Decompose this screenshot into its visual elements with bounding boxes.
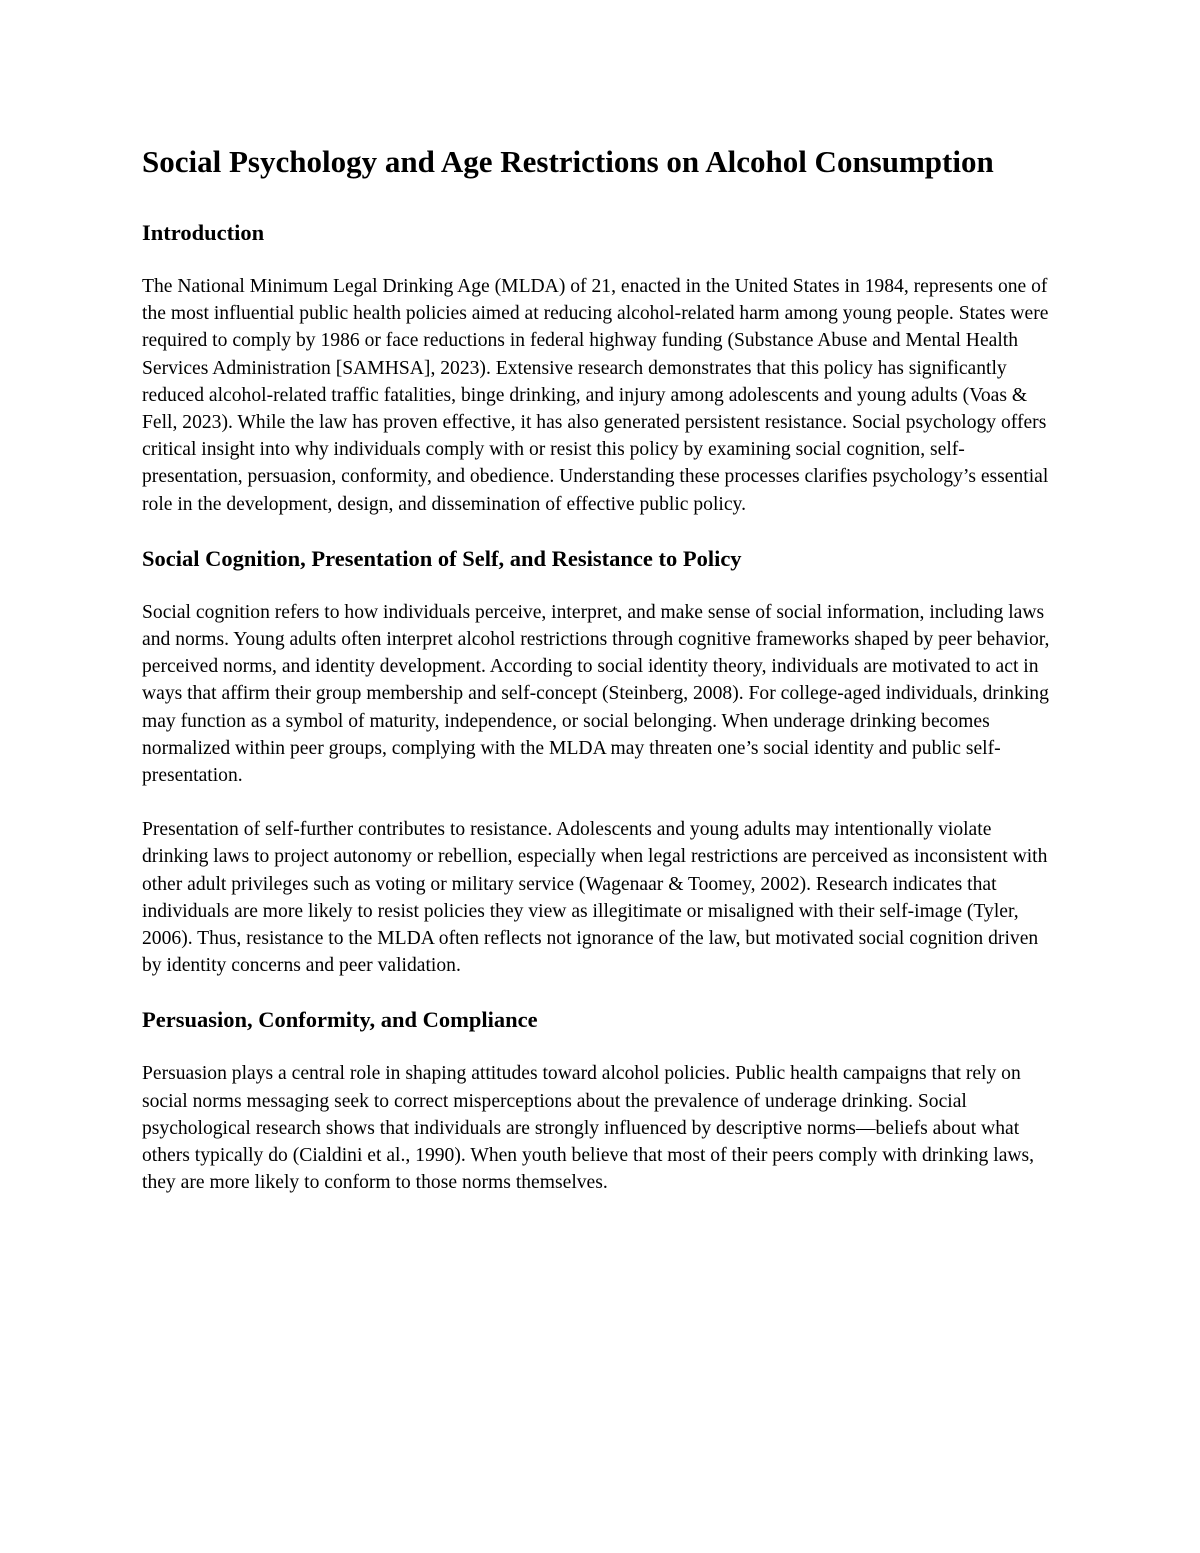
paragraph-social-cognition-2: Presentation of self-further contributes to resistance. Adolescents and young adults may intentionally violate drinking laws to project autonomy or rebellion, especially when legal restrictions are perceived as inconsistent with other adult privileges such as voting or military service (Wagenaar & Toomey, 2002). Research indicates that individuals are more likely to resist policies they view as illegitimate or misaligned with their self-image (Tyler, 2006). Thus, resistance to the MLDA often reflects not ignorance of the law, but motivated social cognition driven by identity concerns and peer validation. <box>142 819 1048 977</box>
section-heading-persuasion: Persuasion, Conformity, and Compliance <box>142 1007 538 1033</box>
document-title: Social Psychology and Age Restrictions on Alcohol Consumption <box>142 144 994 179</box>
section-heading-introduction: Introduction <box>142 220 265 245</box>
document-body <box>142 143 1060 1223</box>
section-heading-social-cognition: Social Cognition, Presentation of Self, and Resistance to Policy <box>142 545 742 571</box>
section-introduction <box>142 219 1060 518</box>
paragraph-social-cognition-1: Social cognition refers to how individuals perceive, interpret, and make sense of social information, including laws and norms. Young adults often interpret alcohol restrictions through cognitive frameworks shaped by peer behavior, perceived norms, and identity development. According to social identity theory, individuals are motivated to act in ways that affirm their group membership and self-concept (Steinberg, 2008). For college-aged individuals, drinking may function as a symbol of maturity, independence, or social belonging. When underage drinking becomes normalized within peer groups, complying with the MLDA may threaten one’s social identity and public self-presentation. <box>142 601 1050 787</box>
paragraph-persuasion-1: Persuasion plays a central role in shaping attitudes toward alcohol policies. Public health campaigns that rely on social norms messaging seek to correct misperceptions about the prevalence of underage drinking. Social psychological research shows that individuals are strongly influenced by descriptive norms—beliefs about what others typically do (Cialdini et al., 1990). When youth believe that most of their peers comply with drinking laws, they are more likely to conform to those norms themselves. <box>142 1063 1035 1194</box>
paragraph-introduction-1: The National Minimum Legal Drinking Age (MLDA) of 21, enacted in the United States in 1984, represents one of the most influential public health policies aimed at reducing alcohol-related harm among young people. States were required to comply by 1986 or face reductions in federal highway funding (Substance Abuse and Mental Health Services Administration [SAMHSA], 2023). Extensive research demonstrates that this policy has significantly reduced alcohol-related traffic fatalities, binge drinking, and injury among adolescents and young adults (Voas & Fell, 2023). While the law has proven effective, it has also generated persistent resistance. Social psychology offers critical insight into why individuals comply with or resist this policy by examining social cognition, self-presentation, persuasion, conformity, and obedience. Understanding these processes clarifies psychology’s essential role in the development, design, and dissemination of effective public policy. <box>142 276 1049 515</box>
section-social-cognition <box>142 545 1060 980</box>
section-persuasion <box>142 1006 1060 1196</box>
